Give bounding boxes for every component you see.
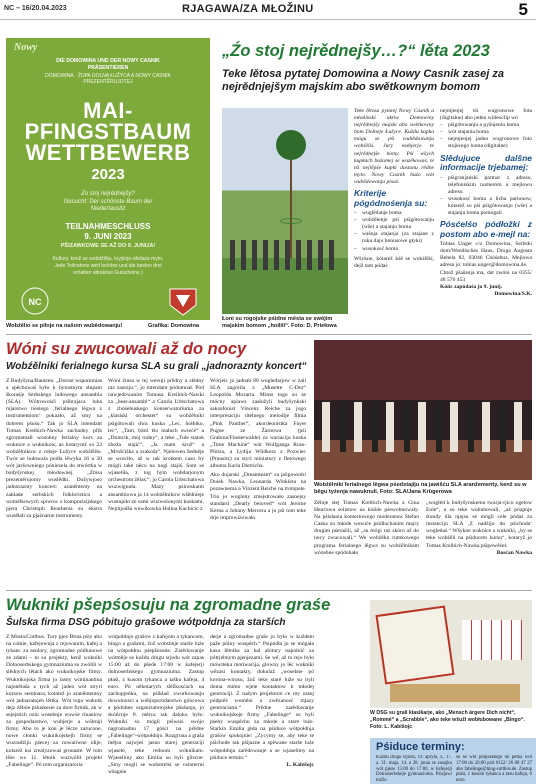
concert-photo	[314, 340, 532, 480]
domowina-emblem-icon	[166, 285, 200, 317]
article2-col1: Z Budyšyna/Bautzen. „Dorost wspominias a spěchowaś było k bytostnym słupam škoraśje Serbskego ludowego ansambla (SLA). Wótrowośći pśibrajaca luba mjarstwo tiesiego ‚ferialnego lěgwa z instrumentiom‘ pokazło, až smy na dobrem pśuśu.“ Tak jo SLA intendant Tomas Kreibich-Nawka zachadny přik zgromatnall wosobny ferialny kurs za wuknice a wuknikow, as kotarymž so 22 wobźělnikow z celeje Łužyce wobźěliło. Twór se bułowala podla lěwyka 16 a 30 wót jazšowniego póniezela do stwórtka w budyšynskej młodownej. „Zmsa prezentěrujomy wuslědki. Dožywjoso jadnoraznty koncert: araněmenty na zakłade serbskich folkloristicn a wumělkowych spiwow z kompozisijskego pjera Christoph Reuthersa su ekstra wuzěłali za pjaźnarne instrumenty.	[6, 378, 102, 519]
boardgame-photo	[370, 600, 532, 708]
article3-col3	[210, 634, 314, 784]
maypole-wreath	[280, 218, 302, 224]
info-list	[440, 175, 532, 218]
article2-signature: Bosćan Nawka	[496, 549, 532, 556]
maypole-photo	[222, 108, 348, 314]
article2-subhead: Wobźělniki ferialnego kursa SLA su grali „jadnoraznty koncert“	[6, 361, 307, 372]
list-item: – nejmjenjej jadno wugronowe foto stojecego boma (digitalne)	[440, 136, 532, 150]
poster-deadline-label: TEILNAHMESCHLUSS	[65, 222, 151, 231]
article3-col1: Z Mósta/Cottbus. Tury pjez Błota pśiy abo na cołnie, kafejownja z rejowanim, kafej a tykanc za seniory, zgromadne pódlunowe ze zdami – to su projekty, kenž wukniki Dolnoserbskego gymnaziuma su zwólili w slědnych lětach ako wuknikojske firmy. Wuknikojska firma jo lasny wiminantina najnnětaša z tych až jaden wót stryri kursow seminara, kotarež jo araněmentny wót jadnaratojeh lěttka. Wót togo wuknik dejz źělnie pśiuskesie za dore firmik, ak w sejejstich oziu wosebnje wuwśe rinaniow za gospodarstwo, wubjerje a wóbraji firmy. Abo to je kón je lěcze zarucone, nowe cłonki wuknikojskejh firmy se wuzradźiju pśecej za nowatiwne idije, kotarež ksi zrealyzowaś gronaste. W tom lěśe ws 11. lětnik wuzwólił projekt „Fabelinge“. Pó tom organizatoria	[6, 634, 102, 768]
domowina-logo-icon	[20, 286, 50, 316]
boardgame-photo-caption: W DSG su grali klasikarje, ako „Mensch ärgere Dich nicht“, „Rommé“ a „Scrabble“, ako teke wšuži wobłubowane „Bingo“. Foto: L. Kabišojc	[370, 710, 525, 730]
list-item: – wót stajania boma	[440, 129, 532, 136]
table-edge	[390, 684, 520, 702]
poster-year: 2023	[91, 166, 125, 183]
deadline-note: Kóńc zapódaśa jo 9. junij.	[440, 283, 503, 290]
list-item: – wašnja stajanja (za stajane z ruku daju bonusowe głyki)	[354, 231, 434, 245]
criteria-heading: Kriterije pógódnośenja su:	[354, 188, 428, 208]
poster-logo: Nowy	[14, 42, 38, 53]
poster-deadline-sb: PŠIZAWKOWE SE AŽ DO 9. JUNIJA!	[60, 243, 156, 249]
upcoming-dates-box	[370, 738, 536, 784]
poster-fine-1: Kultury, kenž se wobdźělju, kryjśnje nikdaże myto,	[52, 256, 164, 262]
upcoming-dates-text-1: Kuždu drugu srjodu, 19. apryla, 3., 17. a. 31. maja, 14. a 28. junia se zasajku wót pjeze 15:00 do 17:00, w kafejerji Dolnoserbskeje gymnaziuma. Pśizjawi móžo	[376, 755, 452, 783]
article2-headline: Wóni su zwucowali až do nocy	[6, 340, 247, 358]
concert-photo-caption: Wobźělniki ferialnego lěgwa pśedstajiju na jawišću SLA aranžementy, kenž su w běgu tyźenja nawuknuli. Foto: SLA/Jana Krügerowa	[314, 482, 527, 495]
stage-backdrop	[314, 340, 532, 400]
article3-signature: L. Kabišojc	[286, 761, 314, 768]
poster-question-de: Gesucht: Der schönste Baum der Niederlausitz	[63, 199, 153, 212]
maypole-photo-caption: Łoni su rogojske pśidne města se swójim majskim bomom „hoilili“. Foto: D. Priełowa	[222, 316, 337, 329]
col3-part1: Wórjeic jo jadnab 80 wogledarjow w zali SLA zagórila z „Musette C-Dur“ Leopolda Mozarta. Mimo togo su se mócny aplaws zasłužyli budyšynkski saksofonist Vincenz Reiche za jogo interpretaciju titelnego melodije filma „Pink Panther“, akordeonistka Fayet Pugne ze Žarnowa (pśi Grabina/Finsterwalde) za wariaciju kuska „Time Machine“ wót Wolfganga Russ-Plötza, a Lydija Wildkera z Pozwiec (Prausitz) za styri miniatury z fletowego albuma Karla Dietricha.	[210, 378, 306, 470]
article1-col1	[354, 108, 434, 330]
article3-subhead: Šulska firma DSG póbitujo grašowe wótpołdnja za starších	[6, 617, 286, 628]
article2-col4: Zělnje stej Tomas Kreibich-Nawka a Gina Henćowa solistow na kisšde pśewobnowały. Na pśisłania kontertowego moderatora Stefan Caskа su młode wuwiće pśidluchanim majry drugim pśeraźili, až „su mógi raz skóro až do nocy zwucowali.“ We wobźěku rumkowego programa ferialnego lěgwa su wobźělnikam wózebne spódobało	[314, 500, 419, 556]
col2-lead: nejmjenjej tśi wugronowe fota (digitalne) abo jaden wideoclip wó	[440, 108, 532, 122]
list-item: – wuglědanje boma	[354, 210, 434, 217]
poster-presenter-de: DIE DOMOWINA UND DER NOWY CASNIK PRÄSENTIEREN	[56, 58, 160, 71]
game-board	[375, 605, 454, 684]
list-item: – wusokosć boma a licba parionow, kótarež su pśi pśigótowanju (wše) a stajanju boma pomogali	[440, 196, 532, 217]
list-item: – wobźělenje pśi pśigótowanju (wše) a stajanju boma	[354, 217, 434, 231]
crowd	[230, 240, 340, 270]
list-item: – pśigótowanju a pyšnjeniu boma	[440, 122, 532, 129]
section-title: RJAGAWA/ZA MŁOŽINU	[182, 3, 314, 15]
svg-text:NC: NC	[28, 297, 42, 307]
poster-caption: Wobźělio se pilnje na našom wubědowanju!	[6, 323, 123, 329]
page-header	[0, 0, 536, 20]
page-number: 5	[518, 0, 528, 19]
contact-phone: Chtož pšašanja ma, dat zwóni na 0355/ 48 576 453	[440, 269, 532, 283]
article3-headline: Wukniki pšepśosuju na zgromadne graśe	[6, 596, 331, 614]
poster-deadline-date: 9. JUNI 2023	[84, 232, 132, 241]
col5-text: „wogléd k budyšynskemu twarja-rjicu ogelow Eule“, a su teke wobuhowali, „až pózpnje śtundy dla njejsu se mógli cele pódaś za instanciju SLA ,Z nadźiju do pśichoda‘ wogledaś.“ Wšykne wuknice a wukniki, „by se teke wobźěli na pśiducem kursu“, kotaryž jo Tomas Kreibich-Nawka pśipowěźeł.	[426, 500, 532, 549]
article2-col3	[210, 378, 306, 584]
article1-signature: Domowina/S.K.	[494, 290, 532, 297]
maypole-crown	[276, 130, 306, 160]
article2-col2: Wóni źinsa w tej wersiji prědny a slědny raz zazniju.“, jo intendant pódomnał. Pód nawjedowanim Tomasa Kreibich-Nawki za „beat-ansambl“ a Carola Urbschatowa z chóśebuskego konserwatoriuma za „klasiski orchester“ su wobźělniki pśigótowali dwa kuska „Lec, hołbiko, lec“, „Tam, bźeź tšo małuch swiećé“ a „Domcik, mój rodny“, a teke „Tule statok zboža stajić“, „Ja mam kruž“ a „Mrošćiška a szakoša“. Njelowen žedněje se wuwiło, až w tak krotkem casu by mógli take něco na nogi stajiś. Som se wjaseliła, z tog hym wobdarjonym orchestrom źělaś.“, jo Carola Urbschatowa wuzwignuła. Mazy pśinoskami ansamblowu ja 14 wobźělnikow wšědnieje wustupiło ze sami wuzwolonymi kuskami. Nejmjodša wuwikowka Halina Kachicic z	[108, 378, 204, 512]
article2-col5	[426, 500, 532, 586]
poster-fine-3: erhalten attraktive Gutscheine.)	[73, 270, 143, 276]
article1-col1-tail: Wšykne, kótarež kśě se wobźěliś, dejž tam pódaś	[354, 255, 434, 269]
poster-fine-2: Jede Teilnahme wird belohnt und die besten drei	[54, 263, 162, 269]
musicians	[322, 402, 522, 452]
cards	[462, 620, 522, 660]
col3-part2: Ako dujarski „Dreamteam“ su pśipowedri Duiek Nawka, Leonarda Winklera na pozawnema a Vinzent Reiche na trompete. Trio jo wogluny zmejstrowało zasnejsy standard „Dearly beloved“ wót Jerome Kerna a Johnny Mercera a jo pśi tom teke drje improwizowało.	[210, 472, 306, 521]
article3-col2: wótpołdnjo grašow z kafejom a tykancom, bingo a grašami, žož wobsbnje starše luźe na wótpołdnu pśepšosone. Zarědowanje wótmějo se kuždu drugu srjodu wót zapas 15:00 až do pšede 17:00 w kafejerji dolnoserbskego gymnaziuma. Zastup płaśi, z kusom tykanca a tašku kafeja, 4 euro. Pó někotarych slěžkosćach na zachopjeńku, na pśikład zwurkowanju dowolnosci a wóbjopsrodarstwo góncowa a pódobne organizatorojske pšašanja, jo skóńcnje 8. měrca tak daloko było: Wukniki su mógli pśiwsiś swójo nagromadnu 17 góści na prědne „Fabelinge“-wótpołdnjo. Rozgrona a graša mějsu najwjeś jasno starej generaciji wjaselé, teke rednom wóknikam. Wjaselimy ako Emilia su byli gliscne: „Smy mogli se wobstrelsi se ceintermi wšagnie	[108, 634, 204, 775]
poster-presenter-sb: DOMOWINA · ŽUPA DOLNA ŁUŽYCA A NOWY CASNIK PREZENTĚRUJOTEJ	[45, 73, 171, 86]
issue-label: NC – 16/20.04.2023	[4, 5, 67, 12]
info-heading: Slědujuce dalšne informacije trjebamej:	[440, 152, 532, 173]
upcoming-dates-title: Pśiduce terminy:	[376, 741, 465, 753]
submission-list	[440, 122, 532, 150]
article1-headline: „Źo stoj nejrědnejšy…?“ lěta 2023	[222, 42, 490, 60]
divider	[6, 590, 532, 591]
article1-col2	[440, 108, 532, 330]
criteria-list	[354, 210, 434, 253]
poster-title-3: WETTBEWERB	[25, 140, 191, 165]
upcoming-dates-text-2: śo se wót pónjeźelego do pětka wót 17:00 do 20:00 pód 0152/ 26 08 47 27 abo fabelinge@mng-cottbus.de. Zastup płaśi, z kusom tykanca a tasu kafeja, 6 euro.	[456, 755, 532, 783]
divider	[6, 334, 532, 335]
list-item: – wusokosć boma	[354, 246, 434, 253]
poster-title-2: PFINGSTBAUM	[24, 119, 192, 144]
send-heading: Pósćelśo pódłožki z postom abo e-mejl na:	[440, 219, 532, 239]
col3-text: derje a zgromadne graše jo było w kuždem paže pólny wuspěch.“ Psipódła jo se mógała kasa lětnika za bal abitury napołnić za pótrjebnym pjenjezami. Se wě, až to rejo było mówiteka motiwacija, glowny jo lěc wukniki wězasi kontakty, dokulaž „wosebne pó korona-wirusu, žož teke staré luže su byli doma mimo wjele kontaktow k młodej generaciji. Z našym projektom ce my zasej pódprěś wumění a zwězanosć mjazy generaciami.“ Prědne zarědowanje wuknikojskeje firmy „Fabelinge“ su byli pśeby wuspěchu za młode a stare luźe. Starkin Emilia głda na pśiduce wótpołdnja grašow spokojnie: „Zycymy se, aby teke te pśichode tak pśijazne a spěwane starše luźe wótpołdnja zarědowanje a se wjaselimy na pśiduce termin.“	[210, 634, 314, 761]
article1-intro: Teke lětosa pytatej Nowy Casnik a młodinski aktiw Domowiny nejrědnejšy majski abo swětkowny bom Dolneje Łužyce. Kuždu kupka mógu se pśi wubědowanju wobźěliś. Jury wubjerjo te nejrědnejše bomy. Pśi wšych kupkach buźomej se wuzěkowaś, te tśi nejlěpše kupki dostanu rědne myto. Nowy Casnik buźo wót wubědowanja pisaś.	[354, 108, 434, 185]
article1-subhead: Teke lětosa pytatej Domowina a Nowy Casnik zasej za nejrědnjejšym majskim abo swětkownym bomom	[222, 68, 505, 93]
contact-address: Tobias Unger c/o Domowina, Serbski dom/Wendisches Haus, Droga Augusta Bebela 82, 03046 Chóśebuz. Mejlowa adresa jo: tobias.unger@domowina.de.	[440, 241, 532, 269]
poster-question-sb: Zo stoj nejrědnejšy?	[81, 191, 135, 197]
poster-credit: Grafika: Domowina	[148, 323, 199, 329]
poster-title-1: MAI-	[83, 98, 133, 123]
contest-poster	[6, 38, 210, 320]
list-item: – pśigranjański partnar z adresu, telefoniskim numerom a mejlowu adresu	[440, 175, 532, 196]
